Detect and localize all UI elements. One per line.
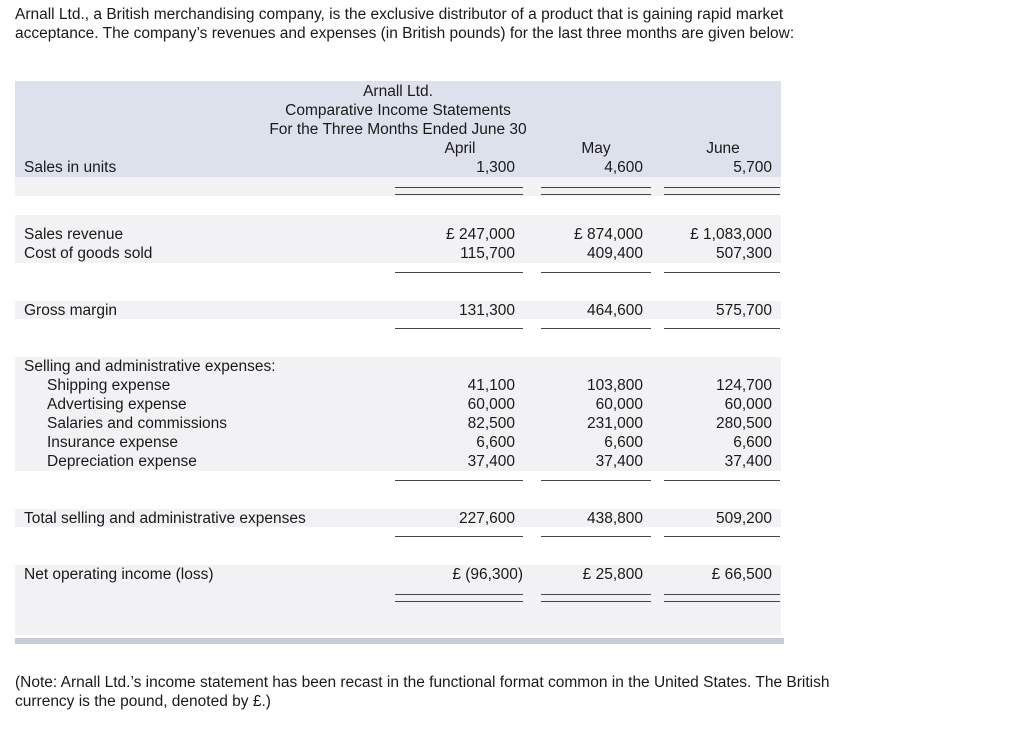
rule xyxy=(541,187,651,188)
value-depreciation-june: 37,400 xyxy=(724,453,772,470)
value-salaries-may: 231,000 xyxy=(586,415,643,432)
value-insurance-may: 6,600 xyxy=(604,434,643,451)
rule xyxy=(664,194,780,195)
rule xyxy=(541,594,651,595)
value-advertising-april: 60,000 xyxy=(467,396,515,413)
row-label-total-sga: Total selling and administrative expenses xyxy=(24,510,306,527)
value-noi-may: £ 25,800 xyxy=(582,566,643,583)
rule xyxy=(541,194,651,195)
row-label-insurance: Insurance expense xyxy=(47,434,178,451)
value-sales-units-june: 5,700 xyxy=(733,159,772,176)
value-advertising-may: 60,000 xyxy=(595,396,643,413)
row-label-shipping: Shipping expense xyxy=(47,377,171,394)
value-shipping-april: 41,100 xyxy=(467,377,515,394)
value-insurance-april: 6,600 xyxy=(476,434,515,451)
statement-title: Comparative Income Statements xyxy=(285,102,511,119)
value-salaries-april: 82,500 xyxy=(467,415,515,432)
rule xyxy=(664,328,780,329)
value-total-sga-may: 438,800 xyxy=(586,510,643,527)
value-depreciation-april: 37,400 xyxy=(467,453,515,470)
value-sales-units-april: 1,300 xyxy=(476,159,515,176)
rule xyxy=(664,272,780,273)
income-statement-table xyxy=(15,81,781,636)
table-bottom-bar xyxy=(15,638,784,644)
value-sales-revenue-april: £ 247,000 xyxy=(446,226,515,243)
rule xyxy=(395,272,523,273)
rule xyxy=(664,536,780,537)
column-header-may: May xyxy=(581,140,611,157)
value-depreciation-may: 37,400 xyxy=(595,453,643,470)
column-header-june: June xyxy=(706,140,740,157)
row-label-salaries: Salaries and commissions xyxy=(47,415,228,432)
value-sales-revenue-may: £ 874,000 xyxy=(574,226,643,243)
row-label-net-operating-income: Net operating income (loss) xyxy=(24,566,214,583)
rule xyxy=(541,480,651,481)
value-total-sga-april: 227,600 xyxy=(458,510,515,527)
row-label-sales-units: Sales in units xyxy=(24,159,117,176)
rule xyxy=(541,536,651,537)
rule xyxy=(395,536,523,537)
rule xyxy=(395,328,523,329)
rule xyxy=(541,328,651,329)
value-gross-margin-may: 464,600 xyxy=(586,302,643,319)
rule xyxy=(395,194,523,195)
value-insurance-june: 6,600 xyxy=(733,434,772,451)
value-gross-margin-april: 131,300 xyxy=(458,302,515,319)
value-sales-units-may: 4,600 xyxy=(604,159,643,176)
row-label-sales-revenue: Sales revenue xyxy=(24,226,124,243)
row-label-advertising: Advertising expense xyxy=(47,396,187,413)
value-gross-margin-june: 575,700 xyxy=(715,302,772,319)
rule xyxy=(395,601,523,602)
value-salaries-june: 280,500 xyxy=(715,415,772,432)
rule xyxy=(395,594,523,595)
statement-period: For the Three Months Ended June 30 xyxy=(269,121,527,138)
rule xyxy=(664,594,780,595)
value-advertising-june: 60,000 xyxy=(724,396,772,413)
value-total-sga-june: 509,200 xyxy=(715,510,772,527)
rule xyxy=(395,480,523,481)
value-shipping-may: 103,800 xyxy=(586,377,643,394)
rule xyxy=(541,272,651,273)
footnote: (Note: Arnall Ltd.’s income statement has been recast in the functional format common in the United States. The British currency is the pound, denoted by £.) xyxy=(15,674,830,710)
row-label-cogs: Cost of goods sold xyxy=(24,245,153,262)
value-noi-june: £ 66,500 xyxy=(711,566,772,583)
value-noi-april: £ (96,300) xyxy=(452,566,523,583)
intro-paragraph: Arnall Ltd., a British merchandising company, is the exclusive distributor of a product that is gaining rapid market acceptance. The company’s revenues and expenses (in British pounds) for the last three months are given below: xyxy=(15,6,795,42)
rule xyxy=(664,187,780,188)
row-label-sga-heading: Selling and administrative expenses: xyxy=(24,358,276,375)
row-label-gross-margin: Gross margin xyxy=(24,302,118,319)
rule xyxy=(664,601,780,602)
value-sales-revenue-june: £ 1,083,000 xyxy=(690,226,772,243)
column-header-april: April xyxy=(444,140,476,157)
value-shipping-june: 124,700 xyxy=(715,377,772,394)
rule xyxy=(395,187,523,188)
value-cogs-april: 115,700 xyxy=(460,245,515,262)
company-name: Arnall Ltd. xyxy=(363,83,433,100)
rule xyxy=(541,601,651,602)
row-label-depreciation: Depreciation expense xyxy=(47,453,197,470)
value-cogs-june: 507,300 xyxy=(715,245,772,262)
rule xyxy=(664,480,780,481)
value-cogs-may: 409,400 xyxy=(586,245,643,262)
